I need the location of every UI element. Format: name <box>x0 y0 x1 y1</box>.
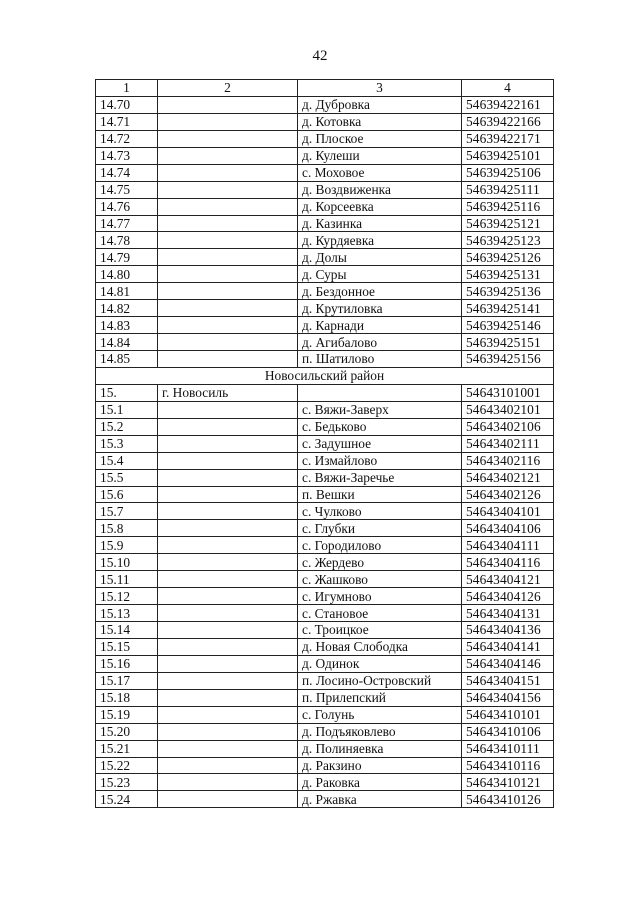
oktmo-code-cell: 54643402111 <box>462 435 554 452</box>
row-number-cell: 14.79 <box>96 249 158 266</box>
oktmo-code-cell: 54643404136 <box>462 622 554 639</box>
row-number-cell: 14.85 <box>96 351 158 368</box>
settlement-cell: п. Шатилово <box>298 351 462 368</box>
column-header-1: 1 <box>96 80 158 97</box>
oktmo-code-cell: 54639422171 <box>462 130 554 147</box>
table-row <box>96 181 554 198</box>
settlement-cell: д. Казинка <box>298 215 462 232</box>
row-number-cell: 15.11 <box>96 571 158 588</box>
settlement-cell: с. Вяжи-Заречье <box>298 469 462 486</box>
settlement-cell: д. Подъяковлево <box>298 723 462 740</box>
row-number-cell: 15.2 <box>96 418 158 435</box>
oktmo-code-cell: 54643410111 <box>462 740 554 757</box>
settlement-cell: д. Полиняевка <box>298 740 462 757</box>
row-number-cell: 15.12 <box>96 588 158 605</box>
table-row <box>96 774 554 791</box>
table-row <box>96 283 554 300</box>
district-cell <box>158 605 298 622</box>
row-number-cell: 15.19 <box>96 706 158 723</box>
district-cell <box>158 520 298 537</box>
district-cell <box>158 791 298 808</box>
settlement-cell: с. Голунь <box>298 706 462 723</box>
row-number-cell: 14.78 <box>96 232 158 249</box>
table-row <box>96 435 554 452</box>
row-number-cell: 15.13 <box>96 605 158 622</box>
row-number-cell: 15.8 <box>96 520 158 537</box>
table-row <box>96 605 554 622</box>
table-row <box>96 723 554 740</box>
district-cell <box>158 130 298 147</box>
table-row <box>96 215 554 232</box>
district-cell <box>158 571 298 588</box>
district-cell <box>158 401 298 418</box>
row-number-cell: 14.70 <box>96 96 158 113</box>
table-row <box>96 300 554 317</box>
oktmo-code-cell: 54639425101 <box>462 147 554 164</box>
district-cell <box>158 723 298 740</box>
table-row <box>96 571 554 588</box>
settlement-cell: д. Раковка <box>298 774 462 791</box>
row-number-cell: 14.73 <box>96 147 158 164</box>
oktmo-code-cell: 54639425141 <box>462 300 554 317</box>
oktmo-code-cell: 54639422161 <box>462 96 554 113</box>
oktmo-code-cell: 54643404121 <box>462 571 554 588</box>
table-row <box>96 622 554 639</box>
table-row <box>96 757 554 774</box>
table-row <box>96 232 554 249</box>
oktmo-code-cell: 54643101001 <box>462 384 554 401</box>
district-cell <box>158 215 298 232</box>
oktmo-code-cell: 54639425116 <box>462 198 554 215</box>
settlement-cell: д. Новая Слободка <box>298 638 462 655</box>
settlement-cell: д. Долы <box>298 249 462 266</box>
district-cell <box>158 622 298 639</box>
column-header-4: 4 <box>462 80 554 97</box>
row-number-cell: 15.16 <box>96 655 158 672</box>
settlement-cell: с. Глубки <box>298 520 462 537</box>
table-row <box>96 317 554 334</box>
settlement-cell: п. Прилепский <box>298 689 462 706</box>
settlement-cell: с. Городилово <box>298 537 462 554</box>
oktmo-code-cell: 54643404106 <box>462 520 554 537</box>
settlement-cell: д. Суры <box>298 266 462 283</box>
table-row <box>96 672 554 689</box>
row-number-cell: 15.1 <box>96 401 158 418</box>
district-cell <box>158 198 298 215</box>
settlement-cell: с. Моховое <box>298 164 462 181</box>
row-number-cell: 14.75 <box>96 181 158 198</box>
district-cell <box>158 486 298 503</box>
table-row <box>96 706 554 723</box>
settlement-cell: с. Игумново <box>298 588 462 605</box>
oktmo-code-cell: 54643404151 <box>462 672 554 689</box>
settlement-cell: д. Бездонное <box>298 283 462 300</box>
district-cell <box>158 554 298 571</box>
settlement-cell: д. Воздвиженка <box>298 181 462 198</box>
column-header-3: 3 <box>298 80 462 97</box>
table-row <box>96 689 554 706</box>
row-number-cell: 14.81 <box>96 283 158 300</box>
district-cell <box>158 96 298 113</box>
district-cell <box>158 588 298 605</box>
row-number-cell: 14.72 <box>96 130 158 147</box>
district-cell <box>158 672 298 689</box>
row-number-cell: 15.17 <box>96 672 158 689</box>
oktmo-code-cell: 54643404141 <box>462 638 554 655</box>
settlement-cell: д. Курдяевка <box>298 232 462 249</box>
table-row <box>96 351 554 368</box>
oktmo-code-cell: 54639425121 <box>462 215 554 232</box>
settlement-cell <box>298 384 462 401</box>
settlement-cell: с. Бедьково <box>298 418 462 435</box>
district-cell <box>158 503 298 520</box>
row-number-cell: 14.83 <box>96 317 158 334</box>
district-cell <box>158 774 298 791</box>
row-number-cell: 14.77 <box>96 215 158 232</box>
row-number-cell: 14.82 <box>96 300 158 317</box>
oktmo-code-cell: 54639425111 <box>462 181 554 198</box>
settlement-cell: с. Жашково <box>298 571 462 588</box>
oktmo-code-cell: 54639425126 <box>462 249 554 266</box>
district-cell <box>158 689 298 706</box>
district-cell <box>158 113 298 130</box>
oktmo-code-cell: 54643410126 <box>462 791 554 808</box>
district-cell <box>158 469 298 486</box>
settlements-table <box>95 79 554 808</box>
table-row <box>96 147 554 164</box>
settlement-cell: п. Лосино-Островский <box>298 672 462 689</box>
district-cell <box>158 317 298 334</box>
table-row <box>96 266 554 283</box>
settlement-cell: д. Агибалово <box>298 334 462 351</box>
oktmo-code-cell: 54639425123 <box>462 232 554 249</box>
oktmo-code-cell: 54643410121 <box>462 774 554 791</box>
district-cell <box>158 740 298 757</box>
settlement-cell: д. Дубровка <box>298 96 462 113</box>
table-row <box>96 334 554 351</box>
district-cell <box>158 334 298 351</box>
row-number-cell: 15.9 <box>96 537 158 554</box>
settlement-cell: д. Ракзино <box>298 757 462 774</box>
table-row <box>96 588 554 605</box>
table-row <box>96 198 554 215</box>
oktmo-code-cell: 54643404111 <box>462 537 554 554</box>
row-number-cell: 15.14 <box>96 622 158 639</box>
table-row <box>96 164 554 181</box>
row-number-cell: 15.10 <box>96 554 158 571</box>
district-cell <box>158 300 298 317</box>
oktmo-code-cell: 54639425131 <box>462 266 554 283</box>
table-row <box>96 486 554 503</box>
settlement-cell: п. Вешки <box>298 486 462 503</box>
page-number: 42 <box>312 48 328 64</box>
row-number-cell: 15.3 <box>96 435 158 452</box>
district-cell <box>158 537 298 554</box>
table-row <box>96 469 554 486</box>
settlement-cell: д. Карнади <box>298 317 462 334</box>
table-row <box>96 418 554 435</box>
district-cell <box>158 435 298 452</box>
settlement-cell: д. Кулеши <box>298 147 462 164</box>
row-number-cell: 14.76 <box>96 198 158 215</box>
row-number-cell: 15.7 <box>96 503 158 520</box>
district-cell: г. Новосиль <box>158 384 298 401</box>
table-row <box>96 130 554 147</box>
district-cell <box>158 164 298 181</box>
column-header-2: 2 <box>158 80 298 97</box>
district-cell <box>158 655 298 672</box>
table-row <box>96 503 554 520</box>
district-cell <box>158 452 298 469</box>
settlement-cell: с. Чулково <box>298 503 462 520</box>
section-title: Новосильский район <box>96 367 554 384</box>
district-cell <box>158 418 298 435</box>
oktmo-code-cell: 54643402116 <box>462 452 554 469</box>
settlement-cell: с. Измайлово <box>298 452 462 469</box>
oktmo-code-cell: 54639425136 <box>462 283 554 300</box>
district-cell <box>158 147 298 164</box>
settlement-cell: д. Корсеевка <box>298 198 462 215</box>
district-cell <box>158 757 298 774</box>
oktmo-code-cell: 54643402126 <box>462 486 554 503</box>
district-cell <box>158 181 298 198</box>
table-row <box>96 452 554 469</box>
settlement-cell: с. Троицкое <box>298 622 462 639</box>
row-number-cell: 15.21 <box>96 740 158 757</box>
oktmo-code-cell: 54639425151 <box>462 334 554 351</box>
district-cell <box>158 351 298 368</box>
table-body <box>96 80 554 808</box>
table-row <box>96 655 554 672</box>
settlement-cell: д. Одинок <box>298 655 462 672</box>
table-row <box>96 554 554 571</box>
oktmo-code-cell: 54639425146 <box>462 317 554 334</box>
table-row <box>96 520 554 537</box>
row-number-cell: 14.84 <box>96 334 158 351</box>
table-row <box>96 401 554 418</box>
row-number-cell: 15.6 <box>96 486 158 503</box>
table-row <box>96 740 554 757</box>
oktmo-code-cell: 54643402101 <box>462 401 554 418</box>
district-cell <box>158 232 298 249</box>
table-row <box>96 537 554 554</box>
settlement-cell: д. Ржавка <box>298 791 462 808</box>
settlement-cell: с. Вяжи-Заверх <box>298 401 462 418</box>
table-header-row <box>96 80 554 97</box>
district-cell <box>158 249 298 266</box>
oktmo-code-cell: 54643404156 <box>462 689 554 706</box>
table-row <box>96 249 554 266</box>
oktmo-code-cell: 54643404126 <box>462 588 554 605</box>
oktmo-code-cell: 54643404116 <box>462 554 554 571</box>
row-number-cell: 14.74 <box>96 164 158 181</box>
settlement-cell: с. Становое <box>298 605 462 622</box>
settlement-cell: д. Котовка <box>298 113 462 130</box>
row-number-cell: 15.5 <box>96 469 158 486</box>
settlement-cell: с. Задушное <box>298 435 462 452</box>
row-number-cell: 15.20 <box>96 723 158 740</box>
table-row <box>96 791 554 808</box>
oktmo-code-cell: 54643404146 <box>462 655 554 672</box>
section-row <box>96 367 554 384</box>
oktmo-code-cell: 54643410101 <box>462 706 554 723</box>
row-number-cell: 15.22 <box>96 757 158 774</box>
oktmo-code-cell: 54643402121 <box>462 469 554 486</box>
oktmo-code-cell: 54639425156 <box>462 351 554 368</box>
district-cell <box>158 638 298 655</box>
oktmo-code-cell: 54643404101 <box>462 503 554 520</box>
row-number-cell: 15.4 <box>96 452 158 469</box>
oktmo-code-cell: 54643410116 <box>462 757 554 774</box>
district-cell <box>158 283 298 300</box>
table-row <box>96 384 554 401</box>
row-number-cell: 14.80 <box>96 266 158 283</box>
row-number-cell: 15. <box>96 384 158 401</box>
district-cell <box>158 266 298 283</box>
settlement-cell: д. Крутиловка <box>298 300 462 317</box>
row-number-cell: 14.71 <box>96 113 158 130</box>
district-cell <box>158 706 298 723</box>
row-number-cell: 15.23 <box>96 774 158 791</box>
table-row <box>96 96 554 113</box>
settlement-cell: д. Плоское <box>298 130 462 147</box>
table-row <box>96 638 554 655</box>
oktmo-code-cell: 54643404131 <box>462 605 554 622</box>
oktmo-code-cell: 54643410106 <box>462 723 554 740</box>
oktmo-code-cell: 54643402106 <box>462 418 554 435</box>
settlement-cell: с. Жердево <box>298 554 462 571</box>
row-number-cell: 15.24 <box>96 791 158 808</box>
oktmo-code-cell: 54639422166 <box>462 113 554 130</box>
row-number-cell: 15.18 <box>96 689 158 706</box>
row-number-cell: 15.15 <box>96 638 158 655</box>
table-row <box>96 113 554 130</box>
oktmo-code-cell: 54639425106 <box>462 164 554 181</box>
